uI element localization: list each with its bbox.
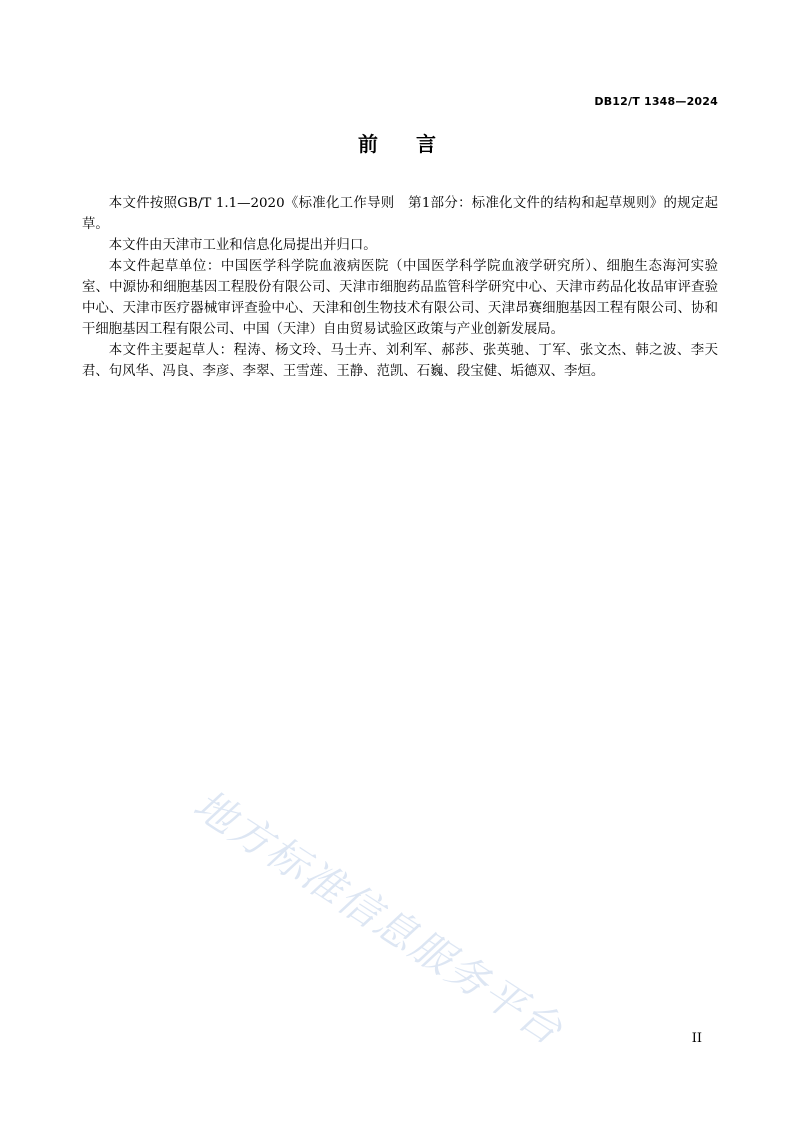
paragraph-drafting-rules: 本文件按照GB/T 1.1—2020《标准化工作导则 第1部分：标准化文件的结构和起草规则》的规定起草。: [82, 196, 718, 232]
paragraph-drafting-units: 本文件起草单位：中国医学科学院血液病医院（中国医学科学院血液学研究所）、细胞生态海河实验室、中源协和细胞基因工程股份有限公司、天津市细胞药品监管科学研究中心、天津市药品化妆品审评查验中心、天津市医疗器械审评查验中心、天津和创生物技术有限公司、天津昂赛细胞基因工程有限公司、协和干细胞基因工程有限公司、中国（天津）自由贸易试验区政策与产业创新发展局。: [82, 259, 718, 337]
document-body: [82, 193, 718, 382]
document-code: DB12/T 1348—2024: [594, 95, 718, 108]
paragraph-proposer: 本文件由天津市工业和信息化局提出并归口。: [108, 238, 377, 253]
watermark-text: 地方标准信息服务平台: [185, 780, 572, 1055]
page-number: II: [691, 1031, 702, 1046]
paragraph-drafters: 本文件主要起草人：程涛、杨文玲、马士卉、刘利军、郝莎、张英驰、丁军、张文杰、韩之波、李天君、句风华、冯良、李彦、李翠、王雪莲、王静、范凯、石巍、段宝健、垢德双、李烜。: [82, 343, 718, 379]
page-title: 前言: [358, 132, 474, 156]
